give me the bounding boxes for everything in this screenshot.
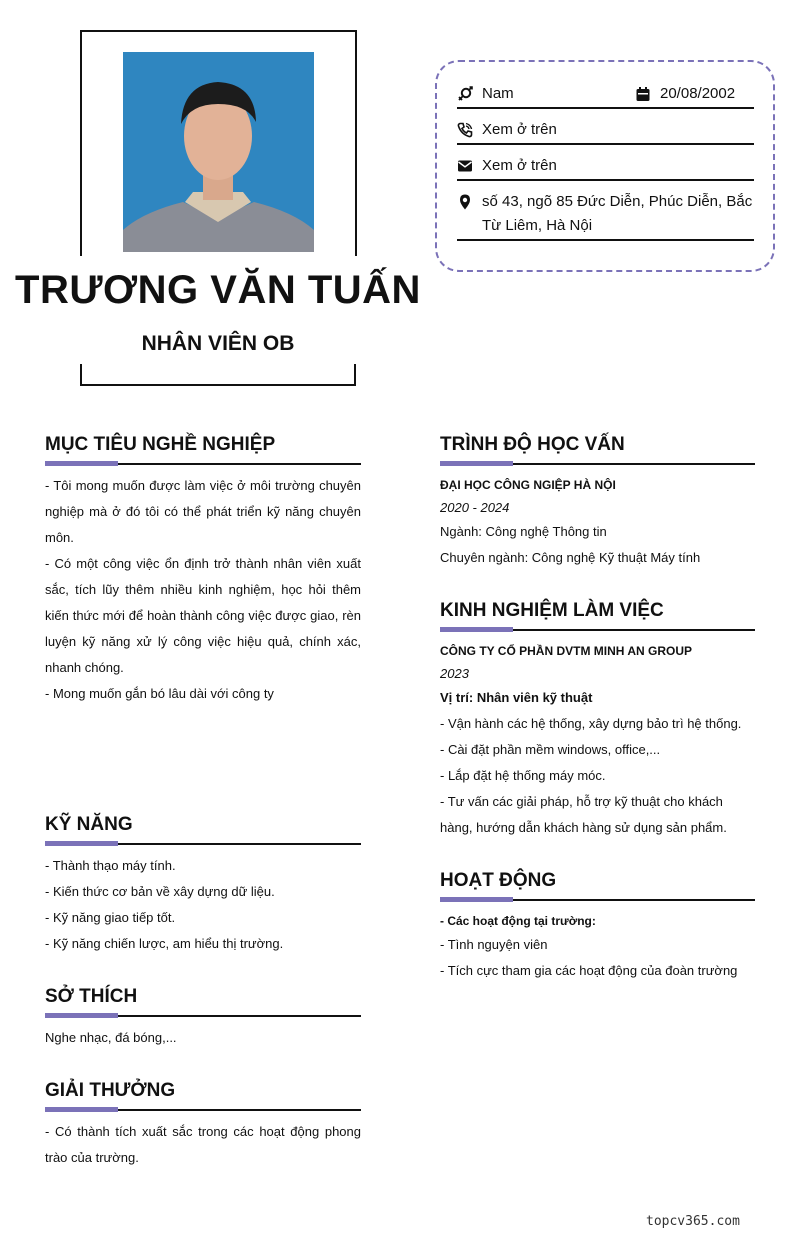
- job-position: NHÂN VIÊN OB: [141, 332, 295, 355]
- skills-title: KỸ NĂNG: [45, 814, 133, 835]
- education-major: Ngành: Công nghệ Thông tin: [440, 524, 607, 539]
- skill-item: - Kiến thức cơ bản về xây dựng dữ liệu.: [45, 884, 275, 899]
- experience-title: KINH NGHIỆM LÀM VIỆC: [440, 600, 664, 621]
- skill-item: - Thành thạo máy tính.: [45, 858, 176, 873]
- awards-text: - Có thành tích xuất sắc trong các hoạt động phong trào của trường.: [45, 1124, 361, 1165]
- candidate-name: TRƯƠNG VĂN TUẤN: [15, 268, 421, 312]
- birthday-value: 20/08/2002: [660, 85, 736, 102]
- skill-item: - Kỹ năng giao tiếp tốt.: [45, 910, 176, 925]
- objective-accent: [45, 461, 118, 466]
- experience-accent: [440, 627, 513, 632]
- objective-paragraph-2: - Có một công việc ổn định trở thành nhân viên xuất sắc, tích lũy thêm nhiều kinh nghiệm, học hỏi thêm kiến thức mới để hoàn thành công việc được giao, rèn luyện kỹ năng xử lý công việc hiệu quả, chính xác, nhanh chóng.: [45, 556, 361, 675]
- experience-year: 2023: [440, 666, 469, 681]
- experience-item: - Lắp đặt hệ thống máy móc.: [440, 768, 606, 783]
- contact-row-phone: [457, 118, 754, 145]
- experience-role: Vị trí: Nhân viên kỹ thuật: [440, 690, 593, 705]
- education-school: ĐẠI HỌC CÔNG NGIỆP HÀ NỘI: [440, 478, 616, 492]
- header-frame-bottom: [80, 364, 356, 386]
- skill-item: - Kỹ năng chiến lược, am hiểu thị trường.: [45, 936, 284, 951]
- contact-card: [435, 60, 775, 272]
- contact-row-address: [457, 190, 754, 241]
- hobbies-text: Nghe nhạc, đá bóng,...: [45, 1030, 177, 1045]
- phone-value: Xem ở trên: [482, 121, 557, 138]
- profile-photo: [123, 52, 314, 252]
- awards-accent: [45, 1107, 118, 1112]
- education-title: TRÌNH ĐỘ HỌC VẤN: [440, 434, 625, 455]
- awards-title: GIẢI THƯỞNG: [45, 1080, 176, 1101]
- skills-accent: [45, 841, 118, 846]
- experience-item: - Cài đặt phần mềm windows, office,...: [440, 742, 661, 757]
- objective-paragraph-3: - Mong muốn gắn bó lâu dài với công ty: [45, 686, 274, 701]
- contact-row-gender-birthday: [457, 82, 754, 109]
- contact-row-email: [457, 154, 754, 181]
- hobbies-title: SỞ THÍCH: [45, 986, 138, 1007]
- experience-company: CÔNG TY CỔ PHẦN DVTM MINH AN GROUP: [440, 644, 693, 658]
- phone-icon: [457, 122, 473, 138]
- experience-item: - Vận hành các hệ thống, xây dựng bảo trì hệ thống.: [440, 716, 742, 731]
- activity-item: - Tình nguyện viên: [440, 937, 548, 952]
- gender-icon: [457, 86, 473, 102]
- activity-item: - Tích cực tham gia các hoạt động của đoàn trường: [440, 963, 738, 978]
- address-line-1: số 43, ngõ 85 Đức Diễn, Phúc Diễn, Bắc: [482, 193, 753, 210]
- education-accent: [440, 461, 513, 466]
- calendar-icon: [635, 86, 651, 102]
- address-line-2: Từ Liêm, Hà Nội: [482, 217, 593, 234]
- objective-paragraph-1: - Tôi mong muốn được làm việc ở môi trường chuyên nghiệp mà ở đó tôi có thể phát triển kỹ năng chuyên môn.: [45, 478, 361, 545]
- experience-item: - Tư vấn các giải pháp, hỗ trợ kỹ thuật cho khách hàng, hướng dẫn khách hàng sử dụng sản phẩm.: [440, 794, 727, 835]
- watermark: topcv365.com: [646, 1214, 740, 1229]
- hobbies-accent: [45, 1013, 118, 1018]
- activities-heading: - Các hoạt động tại trường:: [440, 914, 596, 928]
- activities-accent: [440, 897, 513, 902]
- education-specialization: Chuyên ngành: Công nghệ Kỹ thuật Máy tính: [440, 550, 701, 565]
- map-pin-icon: [457, 194, 473, 210]
- activities-title: HOẠT ĐỘNG: [440, 870, 557, 891]
- objective-title: MỤC TIÊU NGHỀ NGHIỆP: [45, 434, 276, 455]
- gender-value: Nam: [482, 85, 514, 102]
- email-value: Xem ở trên: [482, 157, 557, 174]
- envelope-icon: [457, 158, 473, 174]
- education-period: 2020 - 2024: [440, 500, 510, 515]
